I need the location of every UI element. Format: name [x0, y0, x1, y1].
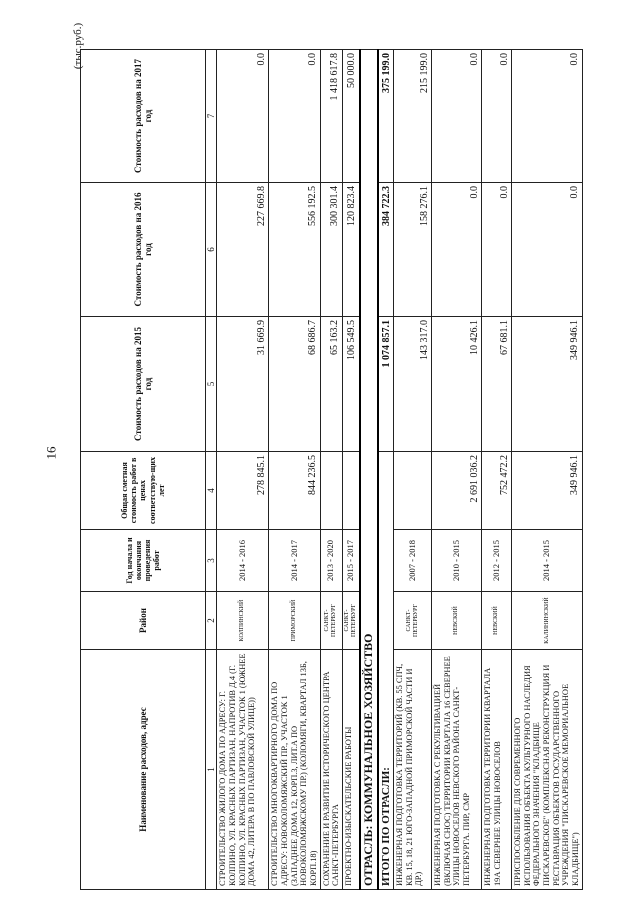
cell-period: 2014 - 2017: [269, 530, 320, 592]
total-cost-2016: 384 722.3: [378, 183, 394, 317]
cell-name: ИНЖЕНЕРНАЯ ПОДГОТОВКА ТЕРРИТОРИЙ (КВ. 55 СПЧ, КВ. 15, 18, 21 ЮГО-ЗАПАДНОЙ ПРИМОРСКОЙ ЧАСТИ И ДР.): [394, 650, 432, 890]
unit-note: (тыс.руб.): [72, 22, 85, 70]
cell-cost-2015: 143 317.0: [394, 317, 432, 452]
cell-name: СОХРАНЕНИЕ И РАЗВИТИЕ ИСТОРИЧЕСКОГО ЦЕНТРА САНКТ-ПЕТЕРБУРГА: [320, 650, 342, 890]
header-estimate: Общая сметная стоимость работ в ценах соответствую-щих лет: [81, 452, 206, 530]
cell-cost-2017: 0.0: [432, 50, 482, 183]
cell-cost-2017: 0.0: [482, 50, 512, 183]
cell-cost-2015: 65 163.2: [320, 317, 342, 452]
total-label: ИТОГО ПО ОТРАСЛИ:: [378, 452, 394, 890]
col-index: 2: [206, 592, 217, 650]
cell-district: САНКТ-ПЕТЕРБУРГ: [394, 592, 432, 650]
cell-cost-2016: 0.0: [482, 183, 512, 317]
total-row: [378, 50, 394, 890]
cell-cost-2015: 67 681.1: [482, 317, 512, 452]
cell-district: КАЛИНИНСКИЙ: [512, 592, 583, 650]
cell-cost-2017: 0.0: [217, 50, 269, 183]
cell-cost-2016: 300 301.4: [320, 183, 342, 317]
col-index: 7: [206, 50, 217, 183]
col-index: 4: [206, 452, 217, 530]
table-row: [394, 50, 432, 890]
cell-name: ПРОЕКТНО-ИЗЫСКАТЕЛЬСКИЕ РАБОТЫ: [342, 650, 359, 890]
header-cost-2015: Стоимость расходов на 2015 год: [81, 317, 206, 452]
sector-label: ОТРАСЛЬ: КОММУНАЛЬНОЕ ХОЗЯЙСТВО: [360, 50, 378, 890]
page-number: 16: [43, 446, 59, 460]
cell-cost-2016: 0.0: [512, 183, 583, 317]
total-cost-2015: 1 074 857.1: [378, 317, 394, 452]
col-index: 5: [206, 317, 217, 452]
header-cost-2017: Стоимость расходов на 2017 год: [81, 50, 206, 183]
budget-table: [80, 49, 583, 890]
cell-name: СТРОИТЕЛЬСТВО МНОГОКВАРТИРНОГО ДОМА ПО АДРЕСУ: НОВОКОЛОМЯЖСКИЙ ПР., УЧАСТОК 1 (ЗАПАДНЕЕ ДОМА 12, КОРП.3, ЛИТ.А ПО НОВОКОЛОМЯЖСКОМУ ПР.) (КОЛОМЯГИ, КВАРТАЛ 13Б, КОРП.18): [269, 650, 320, 890]
table-row: [482, 50, 512, 890]
cell-cost-2015: 31 669.9: [217, 317, 269, 452]
cell-estimate: [342, 452, 359, 530]
cell-cost-2015: 68 686.7: [269, 317, 320, 452]
cell-cost-2017: 0.0: [269, 50, 320, 183]
cell-period: 2013 - 2020: [320, 530, 342, 592]
header-name: Наименование расходов, адрес: [81, 650, 206, 890]
cell-cost-2016: 227 669.8: [217, 183, 269, 317]
cell-period: 2014 - 2015: [512, 530, 583, 592]
cell-estimate: 2 691 036.2: [432, 452, 482, 530]
budget-table-container: [80, 50, 635, 890]
col-index: 6: [206, 183, 217, 317]
cell-cost-2015: 349 946.1: [512, 317, 583, 452]
cell-cost-2015: 10 426.1: [432, 317, 482, 452]
header-period: Год начала и окончания проведения работ: [81, 530, 206, 592]
cell-name: СТРОИТЕЛЬСТВО ЖИЛОГО ДОМА ПО АДРЕСУ: Г. КОЛПИНО, УЛ. КРАСНЫХ ПАРТИЗАН, НАПРОТИВ Д.4 (Г. КОЛПИНО, УЛ. КРАСНЫХ ПАРТИЗАН, УЧАСТОК 1 (ЮЖНЕЕ ДОМА 42, ЛИТЕРА В ПО ПАВЛОВСКОЙ УЛИЦЕ)): [217, 650, 269, 890]
cell-district: НЕВСКИЙ: [432, 592, 482, 650]
cell-cost-2016: 158 276.1: [394, 183, 432, 317]
cell-estimate: [320, 452, 342, 530]
cell-cost-2016: 556 192.5: [269, 183, 320, 317]
cell-period: 2012 - 2015: [482, 530, 512, 592]
cell-cost-2017: 50 000.0: [342, 50, 359, 183]
cell-period: 2014 - 2016: [217, 530, 269, 592]
table-row: [217, 50, 269, 890]
cell-name: ИНЖЕНЕРНАЯ ПОДГОТОВКА ТЕРРИТОРИИ КВАРТАЛА 19А СЕВЕРНЕЕ УЛИЦЫ НОВОСЕЛОВ: [482, 650, 512, 890]
col-index: 1: [206, 650, 217, 890]
cell-period: 2007 - 2018: [394, 530, 432, 592]
cell-cost-2017: 1 418 617.8: [320, 50, 342, 183]
cell-district: САНКТ-ПЕТЕРБУРГ: [342, 592, 359, 650]
cell-cost-2017: 215 199.0: [394, 50, 432, 183]
cell-period: 2015 - 2017: [342, 530, 359, 592]
cell-name: ИНЖЕНЕРНАЯ ПОДГОТОВКА С РЕКУЛЬТИВАЦИЕЙ (ВКЛЮЧАЯ СНОС) ТЕРРИТОРИИ КВАРТАЛА 16 СЕВЕРНЕЕ УЛИЦЫ НОВОСЕЛОВ НЕВСКОГО РАЙОНА САНКТ-ПЕТЕРБУРГА. ПИР, СМР: [432, 650, 482, 890]
cell-period: 2010 - 2015: [432, 530, 482, 592]
sector-row: [360, 50, 378, 890]
table-row: [512, 50, 583, 890]
cell-estimate: 278 845.1: [217, 452, 269, 530]
table-row: [269, 50, 320, 890]
cell-district: КОЛПИНСКИЙ: [217, 592, 269, 650]
cell-cost-2017: 0.0: [512, 50, 583, 183]
table-row: [432, 50, 482, 890]
header-district: Район: [81, 592, 206, 650]
cell-district: ПРИМОРСКИЙ: [269, 592, 320, 650]
cell-cost-2016: 120 823.4: [342, 183, 359, 317]
cell-estimate: 844 236.5: [269, 452, 320, 530]
cell-estimate: 752 472.2: [482, 452, 512, 530]
cell-estimate: 349 946.1: [512, 452, 583, 530]
cell-name: ПРИСПОСОБЛЕНИЕ ДЛЯ СОВРЕМЕННОГО ИСПОЛЬЗОВАНИЯ ОБЪЕКТА КУЛЬТУРНОГО НАСЛЕДИЯ ФЕДЕРАЛЬНОГО ЗНАЧЕНИЯ "КЛАДБИЩЕ ПИСКАРЕВСКОЕ" (КОМПЛЕКСНАЯ РЕКОНСТРУКЦИЯ И РЕСТАВРАЦИЯ ОБЪЕКТОВ ГОСУДАРСТВЕННОГО УЧРЕЖДЕНИЯ "ПИСКАРЕВСКОЕ МЕМОРИАЛЬНОЕ КЛАДБИЩЕ"): [512, 650, 583, 890]
cell-district: САНКТ-ПЕТЕРБУРГ: [320, 592, 342, 650]
cell-district: НЕВСКИЙ: [482, 592, 512, 650]
cell-cost-2016: 0.0: [432, 183, 482, 317]
cell-cost-2015: 106 549.5: [342, 317, 359, 452]
col-index: 3: [206, 530, 217, 592]
cell-estimate: [394, 452, 432, 530]
header-cost-2016: Стоимость расходов на 2016 год: [81, 183, 206, 317]
table-row: [342, 50, 359, 890]
total-cost-2017: 375 199.0: [378, 50, 394, 183]
table-row: [320, 50, 342, 890]
